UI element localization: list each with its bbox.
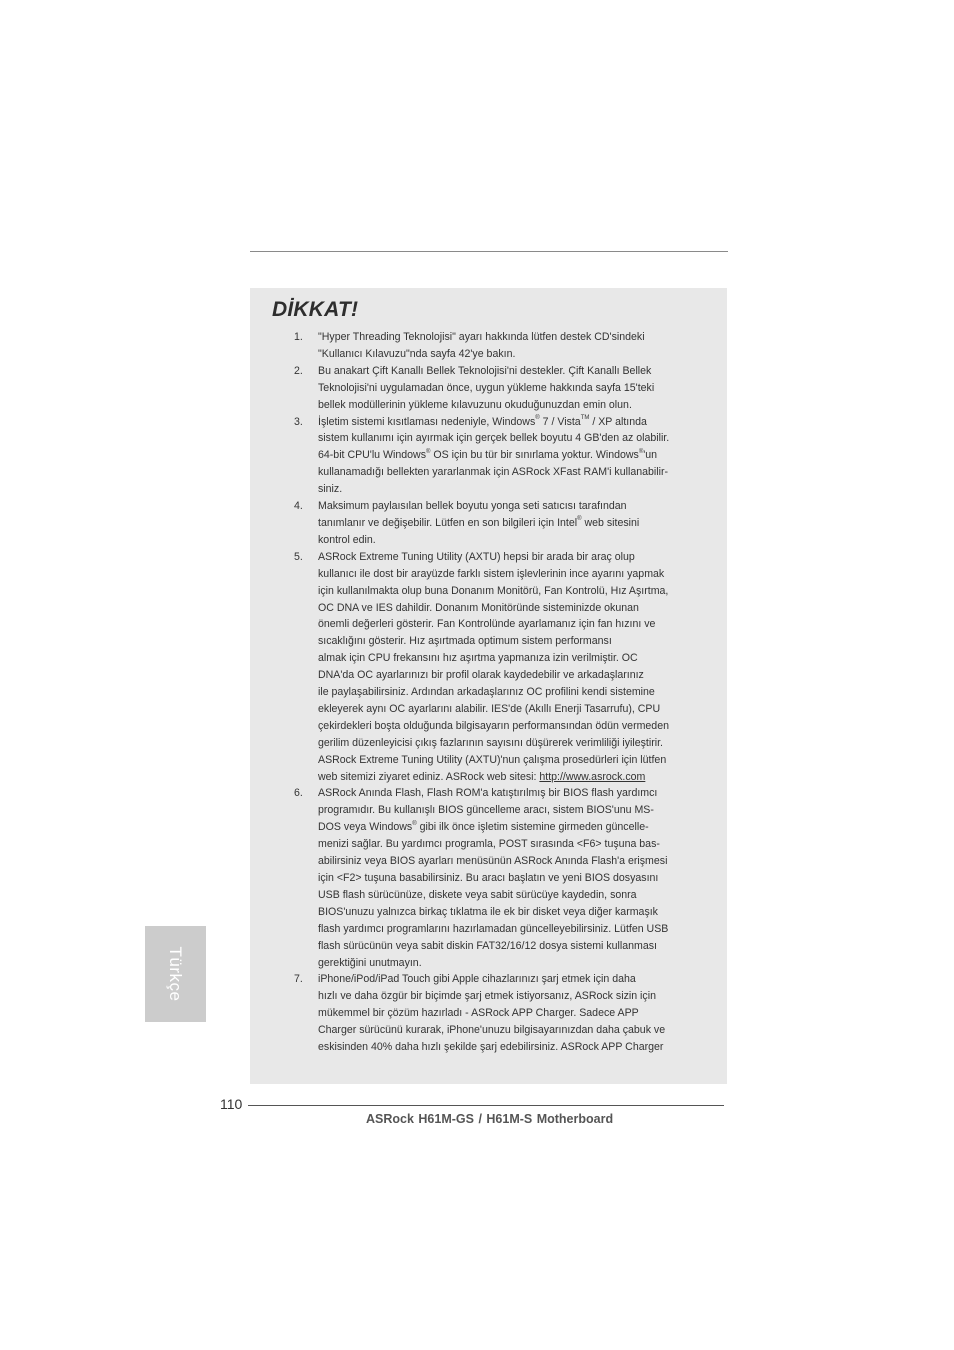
registered-mark: ®: [577, 516, 582, 523]
item-line: ile paylaşabilirsiniz. Ardından arkadaşlarınız OC profilini kendi sistemine: [318, 686, 655, 699]
item-text: DOS veya Windows: [318, 821, 413, 834]
item-line: [318, 447, 690, 464]
footer-title: ASRock H61M-GS / H61M-S Motherboard: [366, 1112, 614, 1126]
registered-mark: ®: [535, 415, 540, 421]
item-line: kullanıcı ile dost bir arayüzde farklı sistem işlevlerinin ince ayarını yapmak: [318, 567, 665, 580]
item-text: gibi ilk önce işletim sistemine girmeden güncelle-: [416, 821, 649, 834]
item-line: eskisinden 40% daha hızlı şekilde şarj edebilirsiniz. ASRock APP Charger: [318, 1041, 664, 1054]
language-tab: [145, 926, 206, 1022]
item-line: gerilim düzenleyicisi çıkış fazlarının sayısını düşürerek verimliliği iyileştirir.: [318, 736, 663, 749]
item-line: BIOS'unuzu yalnızca birkaç tıklatma ile ek bir disket veya diğer karmaşık: [318, 905, 658, 918]
notice-list: [290, 329, 690, 1056]
item-number: 1.: [294, 331, 303, 343]
item-line: sıcaklığını gösterir. Hız aşırtmada optimum sistem performansı: [318, 635, 612, 648]
top-divider: [250, 251, 728, 252]
registered-mark: ®: [412, 820, 417, 827]
item-line: kontrol edin.: [318, 533, 376, 546]
notice-title: DİKKAT!: [272, 298, 359, 321]
item-line: hızlı ve daha özgür bir biçimde şarj etmek istiyorsanız, ASRock sizin için: [318, 990, 656, 1003]
item-line: siniz.: [318, 483, 343, 496]
item-text: OS için bu tür bir sınırlama yoktur. Windows: [430, 449, 639, 462]
item-line: için <F2> tuşuna basabilirsiniz. Bu aracı başlatın ve yeni BIOS dosyasını: [318, 872, 659, 884]
item-line: flash yardımcı programlarını hazırlamadan güncelleyebilirsiniz. Lütfen USB: [318, 922, 669, 935]
item-text: 'un: [643, 449, 658, 462]
item-line: programıdır. Bu kullanışlı BIOS güncelleme aracı, sistem BIOS'unu MS-: [318, 804, 654, 817]
page-number: 110: [220, 1096, 243, 1112]
footer-divider: [248, 1105, 724, 1106]
notice-item-7: [290, 971, 690, 1056]
notice-item-3: [290, 414, 690, 499]
item-line: ekleyerek aynı OC ayarlarını alabilir. IES'de (Akıllı Enerji Tasarrufu), CPU: [318, 702, 661, 715]
item-line: kullanamadığı bellekten yararlanmak için ASRock XFast RAM'i kullanabilir-: [318, 466, 668, 479]
item-line: "Hyper Threading Teknolojisi" ayarı hakkında lütfen destek CD'sindeki: [318, 331, 645, 343]
item-line: [318, 769, 690, 786]
notice-item-6: [290, 785, 690, 971]
language-label: Türkçe: [166, 946, 185, 1002]
item-number: 7.: [294, 973, 303, 986]
item-line: iPhone/iPod/iPad Touch gibi Apple cihazlarınızı şarj etmek için daha: [318, 973, 636, 986]
item-text: tanımlanır ve değişebilir. Lütfen en son bilgileri için Intel: [318, 516, 578, 529]
notice-item-2: [290, 363, 690, 414]
item-number: 2.: [294, 364, 303, 377]
notice-item-1: [290, 329, 690, 363]
item-line: ASRock Extreme Tuning Utility (AXTU)'nun çalışma prosedürleri için lütfen: [318, 753, 667, 766]
item-line: flash sürücünün veya sabit diskin FAT32/16/12 dosya sistemi kullanması: [318, 939, 657, 952]
item-line: menizi sağlar. Bu yardımcı programla, POST sırasında <F6> tuşuna bas-: [318, 838, 660, 851]
item-text: web sitesini: [581, 516, 640, 529]
item-text: web sitemizi ziyaret ediniz. ASRock web sitesi:: [318, 770, 540, 783]
item-line: USB flash sürücünüze, diskete veya sabit sürücüye kaydedin, sonra: [318, 888, 637, 901]
item-line: Bu anakart Çift Kanallı Bellek Teknolojisi'ni destekler. Çift Kanallı Bellek: [318, 364, 652, 377]
item-line: [318, 414, 690, 431]
item-line: için kullanılmakta olup buna Donanım Monitörü, Fan Kontrolü, Hız Aşırtma,: [318, 584, 669, 597]
notice-box: [250, 288, 727, 1084]
item-line: DNA'da OC ayarlarınızı bir profil olarak kaydedebilir ve arkadaşlarınız: [318, 669, 644, 682]
item-line: [318, 515, 690, 532]
item-number: 5.: [294, 550, 303, 563]
item-line: ASRock Extreme Tuning Utility (AXTU) hepsi bir arada bir araç olup: [318, 550, 635, 563]
asrock-website-link[interactable]: http://www.asrock.com: [539, 770, 646, 783]
item-line: önemli değerleri gösterir. Fan Kontrolünde ayarlamanız için fan hızını ve: [318, 618, 656, 631]
item-line: [318, 819, 690, 836]
notice-item-4: [290, 498, 690, 549]
item-text: İşletim sistemi kısıtlaması nedeniyle, Windows: [318, 415, 536, 428]
item-line: OC DNA ve IES dahildir. Donanım Monitöründe sisteminizde okunan: [318, 601, 639, 614]
registered-mark: ®: [426, 448, 431, 455]
notice-item-5: [290, 549, 690, 786]
item-line: Charger sürücünü kurarak, iPhone'unuzu bilgisayarınızdan daha çabuk ve: [318, 1024, 666, 1037]
trademark-mark: TM: [580, 415, 590, 421]
item-number: 4.: [294, 500, 303, 513]
item-number: 3.: [294, 415, 303, 428]
item-text: 64-bit CPU'lu Windows: [318, 449, 426, 462]
item-line: "Kullanıcı Kılavuzu"nda sayfa 42'ye bakın.: [318, 347, 516, 360]
item-line: ASRock Anında Flash, Flash ROM'a katıştırılmış bir BIOS flash yardımcı: [318, 787, 658, 800]
item-text: 7 / Vista: [539, 415, 581, 428]
item-line: bellek modüllerinin yükleme kılavuzunu okuduğunuzdan emin olun.: [318, 398, 632, 411]
item-line: Maksimum paylaısılan bellek boyutu yonga seti satıcısı tarafından: [318, 500, 627, 513]
item-number: 6.: [294, 787, 303, 800]
item-line: abilirsiniz veya BIOS ayarları menüsünün ASRock Anında Flash'a erişmesi: [318, 855, 668, 868]
registered-mark: ®: [638, 448, 644, 455]
item-line: sistem kullanımı için ayırmak için gerçek bellek boyutu 4 GB'den az olabilir.: [318, 432, 670, 445]
item-line: çekirdekleri boşta olduğunda bilgisayarın performansından ödün vermeden: [318, 719, 669, 732]
item-text: / XP altında: [589, 415, 647, 428]
item-line: gerektiğini unutmayın.: [318, 956, 422, 969]
item-line: almak için CPU frekansını hız aşırtma yapmanıza izin verilmiştir. OC: [318, 652, 638, 665]
item-line: mükemmel bir çözüm hazırladı - ASRock APP Charger. Sadece APP: [318, 1007, 639, 1020]
item-line: Teknolojisi'ni uygulamadan önce, uygun yükleme hakkında sayfa 15'teki: [318, 381, 655, 394]
